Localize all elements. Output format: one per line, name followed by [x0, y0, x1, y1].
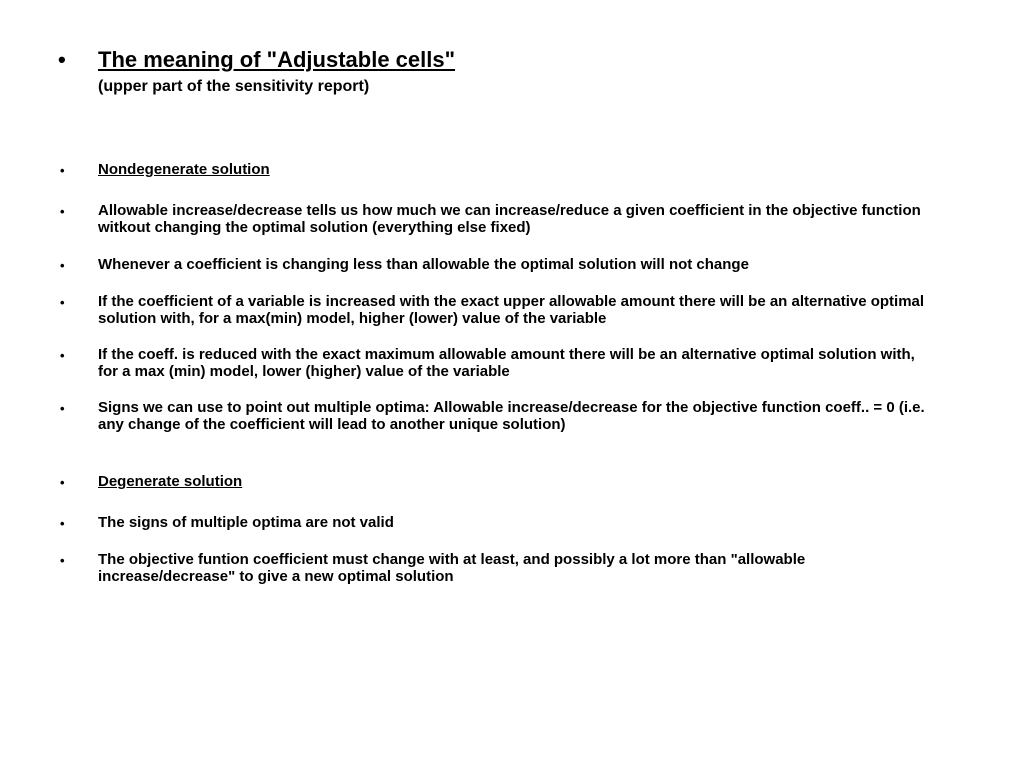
- slide-subtitle: (upper part of the sensitivity report): [98, 78, 370, 95]
- bullet-marker: •: [60, 258, 65, 273]
- bullet-marker: •: [60, 475, 65, 490]
- bullet-marker: •: [60, 553, 65, 568]
- title-block: [98, 46, 938, 98]
- bullet-marker: •: [60, 163, 65, 178]
- list-item-text: The signs of multiple optima are not valid: [98, 514, 394, 531]
- slide-title: The meaning of "Adjustable cells": [98, 47, 456, 72]
- bullet-marker: •: [60, 401, 65, 416]
- list-item-text: Allowable increase/decrease tells us how much we can increase/reduce a given coefficient in the objective function witkout changing the optimal solution (everything else fixed): [98, 202, 921, 236]
- list-item-text: If the coefficient of a variable is increased with the exact upper allowable amount there will be an alternative optimal solution with, for a max(min) model, higher (lower) value of the variable: [98, 293, 925, 327]
- list-item-text: If the coeff. is reduced with the exact maximum allowable amount there will be an alternative optimal solution with, for a max (min) model, lower (higher) value of the variable: [98, 346, 915, 380]
- list-item-text: The objective funtion coefficient must change with at least, and possibly a lot more than "allowable increase/decrease" to give a new optimal solution: [98, 551, 806, 585]
- nondegenerate-heading: Nondegenerate solution: [98, 161, 270, 178]
- bullet-marker: •: [60, 295, 65, 310]
- bullet-marker: •: [60, 348, 65, 363]
- degenerate-heading: Degenerate solution: [98, 473, 243, 490]
- bullet-marker: •: [58, 47, 66, 72]
- list-item-text: Whenever a coefficient is changing less than allowable the optimal solution will not change: [98, 256, 749, 273]
- bullet-marker: •: [60, 516, 65, 531]
- bullet-marker: •: [60, 204, 65, 219]
- list-item-text: Signs we can use to point out multiple optima: Allowable increase/decrease for the objective function coeff.. = 0 (i.e. any change of the coefficient will lead to another unique solution): [98, 399, 925, 433]
